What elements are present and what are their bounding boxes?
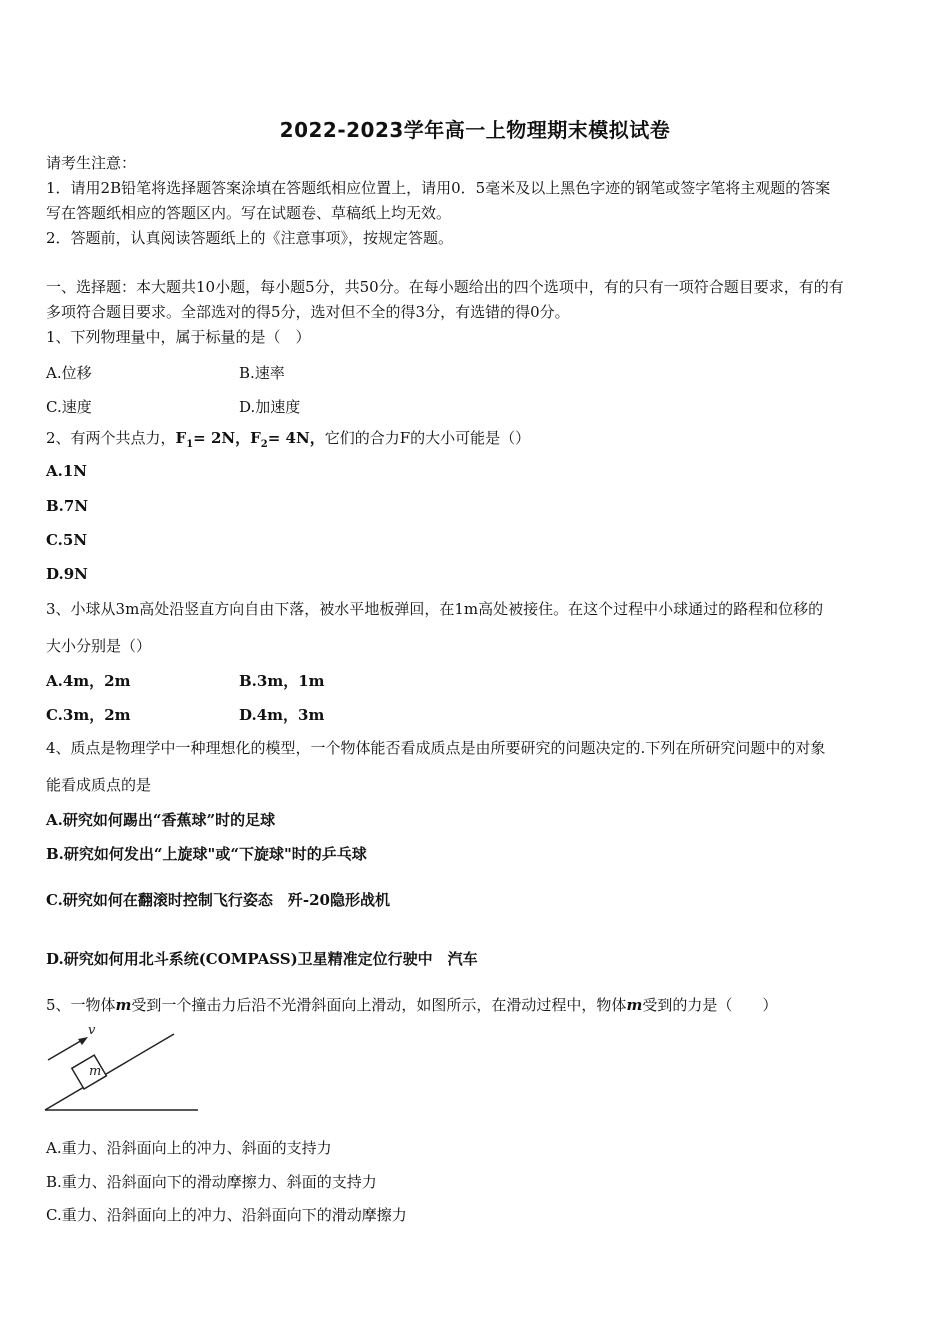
q2-f1: F: [175, 429, 187, 447]
notice-item-1-line-1: 1．请用2B铅笔将选择题答案涂填在答题纸相应位置上，请用0．5毫米及以上黑色字迹的钢笔或签字笔将主观题的答案: [46, 179, 831, 197]
q5-mass-symbol-2: m: [626, 996, 643, 1014]
section-intro-line-2: 多项符合题目要求。全部选对的得5分，选对但不全的得3分，有选错的得0分。: [46, 303, 570, 321]
q1-stem: 1、下列物理量中，属于标量的是（ ）: [46, 328, 311, 346]
q2-f2-sub: 2: [260, 439, 268, 450]
section-intro-line-1: 一、选择题：本大题共10小题，每小题5分，共50分。在每小题给出的四个选项中，有的只有一项符合题目要求，有的有: [46, 278, 844, 296]
q3-stem-line-2: 大小分别是（）: [46, 637, 152, 655]
q2-option-d: D.9N: [46, 565, 88, 583]
page-title: 2022-2023学年高一上物理期末模拟试卷: [279, 118, 671, 142]
q5-stem-pre: 5、一物体: [46, 996, 116, 1014]
notice-heading: 请考生注意：: [46, 154, 137, 172]
q2-option-c: C.5N: [46, 531, 88, 549]
notice-item-2: 2．答题前，认真阅读答题纸上的《注意事项》，按规定答题。: [46, 229, 454, 247]
velocity-arrow-head: [78, 1037, 88, 1045]
q3-option-d: D.4m，3m: [239, 706, 325, 724]
q5-stem-mid: 受到一个撞击力后沿不光滑斜面向上滑动，如图所示，在滑动过程中，物体: [131, 996, 627, 1014]
q4-stem-line-1: 4、质点是物理学中一种理想化的模型，一个物体能否看成质点是由所要研究的问题决定的.下列在所研究问题中的对象: [46, 739, 826, 757]
q4-option-d: D.研究如何用北斗系统(COMPASS)卫星精准定位行驶中 汽车: [46, 950, 478, 968]
q2-option-b: B.7N: [46, 497, 89, 515]
q4-stem-line-2: 能看成质点的是: [46, 776, 152, 794]
q5-mass-symbol: m: [115, 996, 132, 1014]
incline-figure: [40, 1022, 210, 1117]
q5-option-a: A.重力、沿斜面向上的冲力、斜面的支持力: [46, 1139, 332, 1157]
q2-stem: [46, 428, 530, 455]
q4-option-a: A.研究如何踢出“香蕉球”时的足球: [46, 811, 276, 829]
velocity-arrow: [48, 1039, 84, 1060]
q2-stem-post: 它们的合力F的大小可能是（）: [324, 429, 531, 447]
incline-surface: [45, 1034, 174, 1110]
q2-f1-value: = 2N，: [193, 429, 251, 447]
notice-item-1-line-2: 写在答题纸相应的答题区内。写在试题卷、草稿纸上均无效。: [46, 204, 452, 222]
q5-stem: [46, 995, 777, 1015]
q5-option-b: B.重力、沿斜面向下的滑动摩擦力、斜面的支持力: [46, 1173, 377, 1191]
q2-f2-value: = 4N，: [267, 429, 325, 447]
q4-option-b: B.研究如何发出“上旋球"或“下旋球"时的乒乓球: [46, 845, 367, 863]
q2-f1-sub: 1: [186, 439, 194, 450]
q5-option-c: C.重力、沿斜面向上的冲力、沿斜面向下的滑动摩擦力: [46, 1206, 407, 1224]
q2-option-a: A.1N: [46, 462, 88, 480]
block-mass-label: m: [89, 1064, 102, 1079]
q1-option-c: C.速度: [46, 398, 92, 416]
q3-option-b: B.3m，1m: [239, 672, 325, 690]
q3-option-a: A.4m，2m: [46, 672, 131, 690]
velocity-label: v: [88, 1023, 96, 1038]
q1-option-b: B.速率: [239, 364, 285, 382]
q5-stem-post: 受到的力是（ ）: [642, 996, 778, 1014]
q1-option-a: A.位移: [46, 364, 92, 382]
q3-stem-line-1: 3、小球从3m高处沿竖直方向自由下落，被水平地板弹回，在1m高处被接住。在这个过程中小球通过的路程和位移的: [46, 600, 824, 618]
q1-option-d: D.加速度: [239, 398, 301, 416]
q4-option-c: C.研究如何在翻滚时控制飞行姿态 歼-20隐形战机: [46, 891, 390, 909]
q2-f2: F: [250, 429, 261, 447]
q2-stem-pre: 2、有两个共点力，: [46, 429, 176, 447]
q3-option-c: C.3m，2m: [46, 706, 131, 724]
